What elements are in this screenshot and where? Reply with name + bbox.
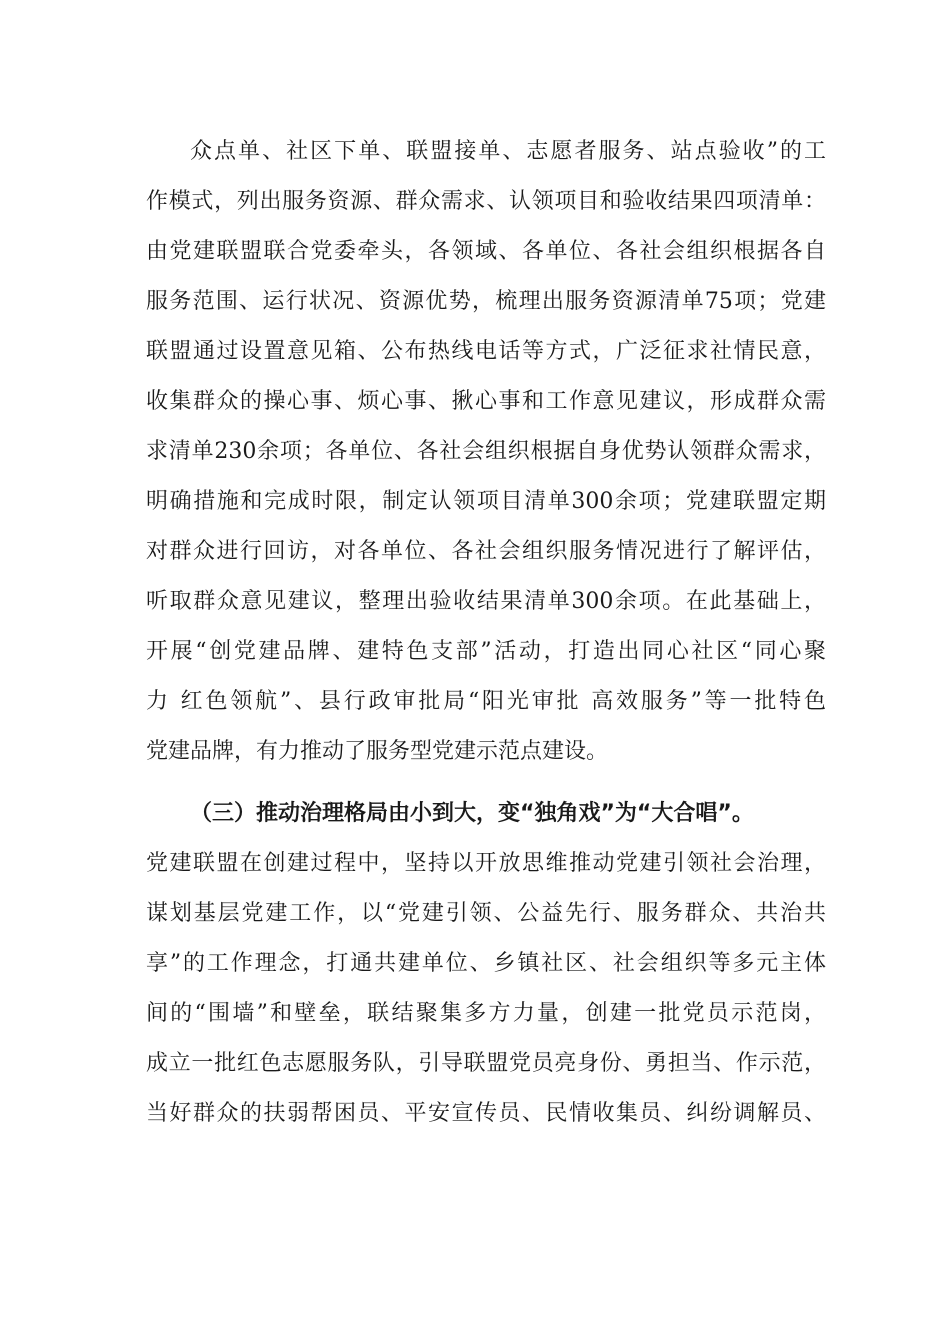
paragraph-line: 明确措施和完成时限，制定认领项目清单300余项；党建联盟定期	[146, 489, 826, 514]
paragraph-line: 众点单、社区下单、联盟接单、志愿者服务、站点验收”的工	[190, 139, 826, 164]
paragraph-line: 听取群众意见建议，整理出验收结果清单300余项。在此基础上，	[146, 589, 826, 614]
paragraph-line: 力 红色领航”、县行政审批局“阳光审批 高效服务”等一批特色	[146, 689, 826, 714]
paragraph-line: 当好群众的扶弱帮困员、平安宣传员、民情收集员、纠纷调解员、	[146, 1101, 826, 1126]
paragraph-line: 作模式，列出服务资源、群众需求、认领项目和验收结果四项清单：	[146, 189, 826, 214]
paragraph-line: 党建联盟在创建过程中，坚持以开放思维推动党建引领社会治理，	[146, 851, 826, 876]
paragraph-line: 开展“创党建品牌、建特色支部”活动，打造出同心社区“同心聚	[146, 639, 826, 664]
paragraph-line: 服务范围、运行状况、资源优势，梳理出服务资源清单75项；党建	[146, 289, 826, 314]
paragraph-line: 间的“围墙”和壁垒，联结聚集多方力量，创建一批党员示范岗，	[146, 1001, 826, 1026]
paragraph-line: 联盟通过设置意见箱、公布热线电话等方式，广泛征求社情民意，	[146, 339, 826, 364]
paragraph-line: 享”的工作理念，打通共建单位、乡镇社区、社会组织等多元主体	[146, 951, 826, 976]
paragraph-line: 对群众进行回访，对各单位、各社会组织服务情况进行了解评估，	[146, 539, 826, 564]
paragraph-line: 收集群众的操心事、烦心事、揪心事和工作意见建议，形成群众需	[146, 389, 826, 414]
section-heading: （三）推动治理格局由小到大，变“独角戏”为“大合唱”。	[190, 801, 754, 826]
paragraph-line: 党建品牌，有力推动了服务型党建示范点建设。	[146, 739, 609, 764]
paragraph-line: 成立一批红色志愿服务队，引导联盟党员亮身份、勇担当、作示范，	[146, 1051, 826, 1076]
paragraph-line: 谋划基层党建工作，以“党建引领、公益先行、服务群众、共治共	[146, 901, 826, 926]
paragraph-line: 由党建联盟联合党委牵头，各领域、各单位、各社会组织根据各自	[146, 239, 826, 264]
paragraph-line: 求清单230余项；各单位、各社会组织根据自身优势认领群众需求，	[146, 439, 826, 464]
